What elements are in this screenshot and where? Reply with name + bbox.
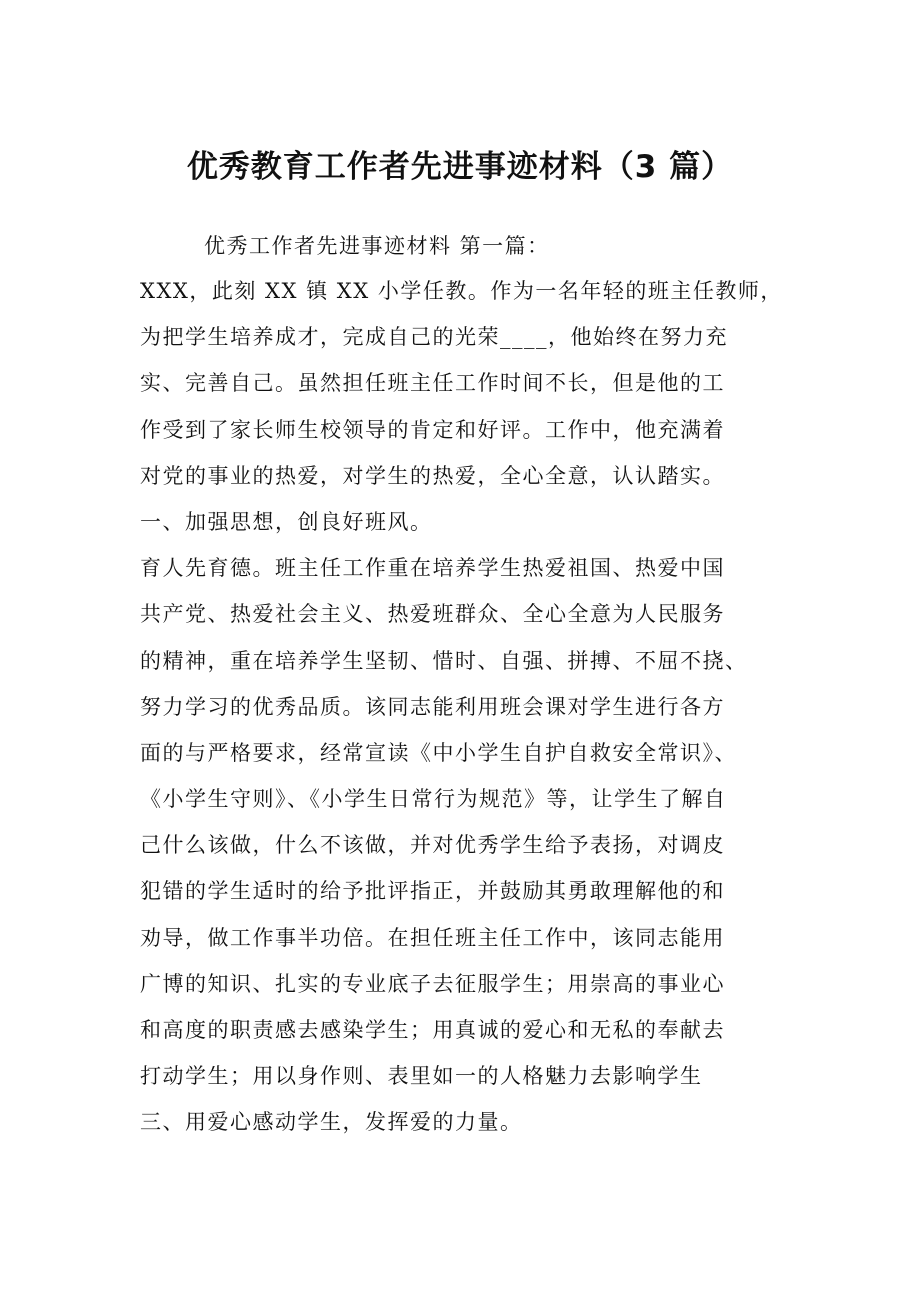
body-line: 作受到了家长师生校领导的肯定和好评。工作中，他充满着: [140, 417, 725, 442]
document-title: 优秀教育工作者先进事迹材料（3 篇）: [186, 149, 734, 185]
body-line: 广博的知识、扎实的专业底子去征服学生；用崇高的事业心: [140, 971, 725, 996]
body-line: 面的与严格要求，经常宣读《中小学生自护自救安全常识》、: [140, 740, 737, 765]
body-line: 努力学习的优秀品质。该同志能利用班会课对学生进行各方: [140, 694, 725, 719]
body-line: 劝导，做工作事半功倍。在担任班主任工作中，该同志能用: [140, 925, 725, 950]
body-line: 《小学生守则》、《小学生日常行为规范》等，让学生了解自: [140, 787, 727, 812]
body-line: 对党的事业的热爱，对学生的热爱，全心全意，认认踏实。: [140, 463, 725, 488]
body-line: XXX，此刻 XX 镇 XX 小学任教。作为一名年轻的班主任教师，: [140, 279, 783, 303]
body-line: 的精神，重在培养学生坚韧、惜时、自强、拼搏、不屈不挠、: [140, 648, 748, 673]
body-line: 和高度的职责感去感染学生；用真诚的爱心和无私的奉献去: [140, 1018, 725, 1042]
body-line: 共产党、热爱社会主义、热爱班群众、全心全意为人民服务: [140, 602, 725, 627]
body-line: 打动学生；用以身作则、表里如一的人格魅力去影响学生: [140, 1064, 703, 1089]
body-line: 实、完善自己。虽然担任班主任工作时间不长，但是他的工: [140, 371, 725, 396]
body-line: 育人先育德。班主任工作重在培养学生热爱祖国、热爱中国: [140, 556, 725, 581]
body-line: 己什么该做，什么不该做，并对优秀学生给予表扬，对调皮: [140, 833, 725, 858]
body-line: 为把学生培养成才，完成自己的光荣____，他始终在努力充: [140, 325, 728, 350]
document-body: [140, 268, 840, 1146]
subheading-line: 一、加强思想，创良好班风。: [140, 509, 433, 534]
section-heading: 优秀工作者先进事迹材料 第一篇：: [204, 234, 550, 258]
body-line: 犯错的学生适时的给予批评指正，并鼓励其勇敢理解他的和: [140, 879, 725, 904]
subheading-line: 三、用爱心感动学生，发挥爱的力量。: [140, 1110, 523, 1135]
